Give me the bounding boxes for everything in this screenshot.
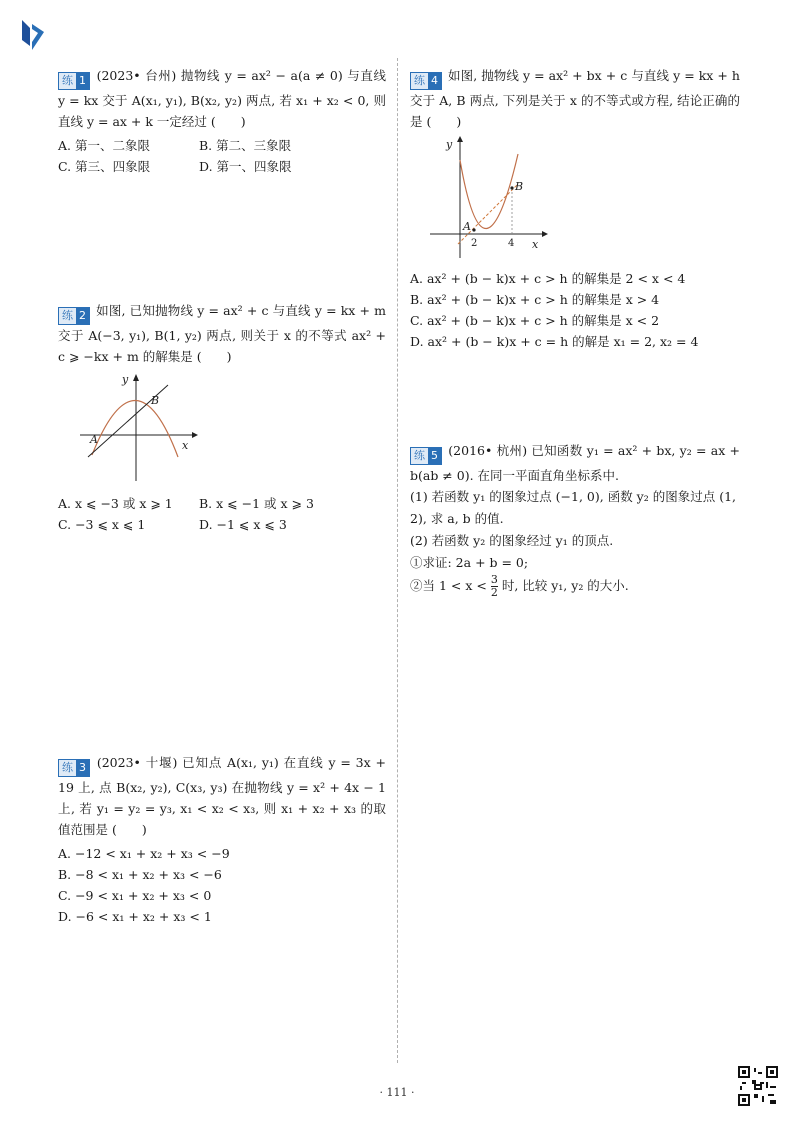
problem-5-stem: 练 5 (2016• 杭州) 已知函数 y₁ = ax² + bx, y₂ = ax + b(ab ≠ 0). 在同一平面直角坐标系中. (410, 443, 740, 483)
problem-1 (58, 65, 386, 177)
y-axis-label: y (446, 138, 453, 151)
publisher-logo-icon (18, 18, 48, 52)
option-a[interactable]: A. ax² + (b − k)x + c > h 的解集是 2 < x < 4 (410, 271, 686, 286)
tick-4-label: 4 (508, 238, 515, 249)
option-c[interactable]: C. 第三、四象限 (58, 159, 151, 174)
point-a-label: A (463, 220, 471, 233)
option-b[interactable]: B. −8 < x₁ + x₂ + x₃ < −6 (58, 867, 222, 882)
point-a (472, 228, 475, 231)
problem-5 (410, 440, 740, 599)
option-d[interactable]: D. 第一、四象限 (199, 159, 292, 174)
qr-code-icon (738, 1066, 778, 1106)
problem-2 (58, 300, 386, 535)
tick-2-label: 2 (471, 238, 478, 249)
y-axis-label: y (122, 373, 129, 386)
x-axis-arrow-icon (542, 231, 548, 237)
options (58, 493, 386, 535)
problem-5-part-2-ii: ②当 1 < x < $\frac{3}{2}$ 时, 比较 y₁, y₂ 的大小. (410, 573, 629, 599)
option-c[interactable]: C. −3 ⩽ x ⩽ 1 (58, 517, 146, 532)
option-b[interactable]: B. 第二、三象限 (199, 138, 292, 153)
problem-badge: 练 3 (58, 759, 90, 777)
column-divider (397, 58, 398, 1063)
option-c[interactable]: C. −9 < x₁ + x₂ + x₃ < 0 (58, 888, 212, 903)
problem-2-stem: 练 2 如图, 已知抛物线 y = ax² + c 与直线 y = kx + m 交于 A(−3, y₁), B(1, y₂) 两点, 则关于 x 的不等式 ax² + c ⩾ −kx + m 的解集是 ( ) (58, 303, 386, 364)
option-a[interactable]: A. x ⩽ −3 或 x ⩾ 1 (58, 496, 173, 511)
problem-3-stem: 练 3 (2023• 十堰) 已知点 A(x₁, y₁) 在直线 y = 3x + 19 上, 点 B(x₂, y₂), C(x₃, y₃) 在抛物线 y = x² + 4x − 1 上, 若 y₁ = y₂ = y₃, x₁ < x₂ < x₃, 则 x₁ + x₂ + x₃ 的取值范围是 ( ) (58, 755, 386, 837)
point-b-label: B (515, 180, 524, 193)
x-axis-label: x (532, 238, 539, 251)
problem-badge: 练 1 (58, 72, 90, 90)
problem-5-part-1: (1) 若函数 y₁ 的图象过点 (−1, 0), 函数 y₂ 的图象过点 (1, 2), 求 a, b 的值. (410, 489, 736, 526)
options (58, 135, 386, 177)
options (410, 268, 740, 352)
option-b[interactable]: B. ax² + (b − k)x + c > h 的解集是 x > 4 (410, 292, 660, 307)
parabola (92, 400, 178, 457)
page-number: · 111 · (379, 1086, 415, 1099)
point-b (510, 186, 513, 189)
problem-4-graph (426, 136, 566, 260)
problem-4-stem: 练 4 如图, 抛物线 y = ax² + bx + c 与直线 y = kx + h 交于 A, B 两点, 下列是关于 x 的不等式或方程, 结论正确的是 ( ) (410, 68, 740, 129)
problem-5-part-2: (2) 若函数 y₂ 的图象经过 y₁ 的顶点. (410, 533, 614, 548)
problem-5-part-2-i: ①求证: 2a + b = 0; (410, 555, 529, 570)
option-d[interactable]: D. −6 < x₁ + x₂ + x₃ < 1 (58, 909, 212, 924)
problem-badge: 练 4 (410, 72, 442, 90)
option-b[interactable]: B. x ⩽ −1 或 x ⩾ 3 (199, 496, 314, 511)
point-a-label: A (90, 433, 98, 446)
point-b-label: B (151, 394, 160, 407)
option-c[interactable]: C. ax² + (b − k)x + c > h 的解集是 x < 2 (410, 313, 660, 328)
problem-1-stem: 练 1 (2023• 台州) 抛物线 y = ax² − a(a ≠ 0) 与直线 y = kx 交于 A(x₁, y₁), B(x₂, y₂) 两点, 若 x₁ + x₂ < 0, 则直线 y = ax + k 一定经过 ( ) (58, 68, 386, 129)
problem-4 (410, 65, 740, 352)
y-axis-arrow-icon (133, 374, 139, 381)
options (58, 843, 386, 927)
option-a[interactable]: A. 第一、二象限 (58, 138, 150, 153)
problem-3 (58, 752, 386, 927)
problem-badge: 练 2 (58, 307, 90, 325)
option-d[interactable]: D. ax² + (b − k)x + c = h 的解是 x₁ = 2, x₂ = 4 (410, 334, 699, 349)
fraction-three-halves: $\frac{3}{2}$ (490, 573, 498, 599)
parabola (460, 154, 518, 229)
option-a[interactable]: A. −12 < x₁ + x₂ + x₃ < −9 (58, 846, 230, 861)
x-axis-arrow-icon (192, 432, 198, 438)
problem-badge: 练 5 (410, 447, 442, 465)
x-axis-label: x (182, 439, 189, 452)
y-axis-arrow-icon (457, 136, 463, 142)
option-d[interactable]: D. −1 ⩽ x ⩽ 3 (199, 517, 287, 532)
problem-2-graph (74, 371, 224, 483)
